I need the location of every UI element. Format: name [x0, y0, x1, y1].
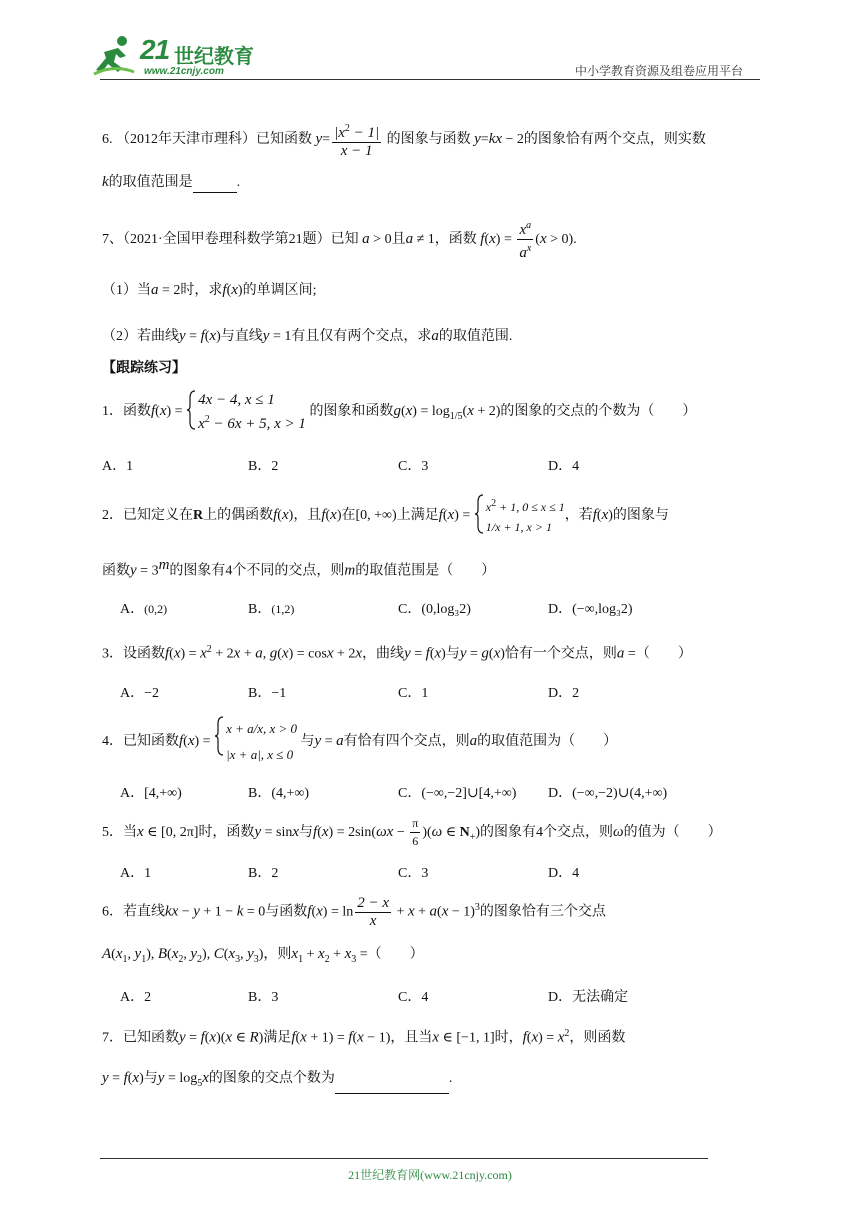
q7-fraction: $\frac{x^a}{a^x}$	[517, 217, 533, 262]
footer-divider	[100, 1158, 708, 1159]
t2-option-d: D．(−∞,log₃2)	[548, 602, 633, 617]
q6-func-y: y	[315, 131, 323, 147]
track-question-4: 4．已知函数f(x) = x + a/x, x > 0 |x + a|, x ≤ 0 与y = a有恰有四个交点，则a的取值范围为（ ）	[102, 712, 617, 770]
track-question-1: 1．函数f(x) = 4x − 4, x ≤ 1 $x^2 - 6x + 5$, x > 1 的图象和函数$g(x) = \log_{1/5}(x + 2)$的图象的交点的个数为（ ）	[102, 391, 697, 432]
question-6-line-2: k的取值范围是 .	[102, 172, 240, 193]
t5-option-b: B．2	[248, 866, 279, 881]
header-logo	[92, 32, 272, 80]
question-6-line-1: 6. （2012年天津市理科）已知函数 y= $\frac{|x^2 - 1|}{x - 1}$ 的图象与函数 y=kx − 2的图象恰有两个交点，则实数	[102, 112, 706, 166]
t1-option-b: B．2	[248, 459, 279, 474]
t5-option-c: C．3	[398, 866, 429, 881]
brace-icon	[186, 390, 196, 430]
t1-piecewise: 4x − 4, x ≤ 1 $x^2 - 6x + 5$, x > 1	[186, 390, 306, 434]
question-7-line-1: 7、（2021·全国甲卷理科数学第21题）已知 a > 0且a ≠ 1，函数 f(x) = $\frac{x^a}{a^x}$ (x > 0).	[102, 214, 577, 264]
t1-option-a: A．1	[102, 459, 134, 474]
track-question-6-line-2: $A(x_1$, $y_1$), $B(x_2$, $y_2$), $C(x_3$, $y_3$)，则$x_1 + x_2 + x_3$ =（ ）	[102, 946, 424, 965]
question-7-part-1: （1）当a = 2时，求f(x)的单调区间;	[102, 282, 317, 298]
t6-option-a: A．2	[120, 990, 152, 1005]
t2-option-a: A．(0,2)	[120, 602, 168, 617]
track-question-7: 7．已知函数y = f(x)(x ∈ R)满足f(x + 1) = f(x − 1)，且当x ∈ [−1, 1]时，$f(x) = x^2$，则函数	[102, 1028, 626, 1046]
t3-option-a: A．−2	[120, 686, 160, 701]
header-divider	[100, 79, 760, 80]
section-title: 【跟踪练习】	[102, 360, 186, 376]
t2-option-b: B．(1,2)	[248, 602, 295, 617]
t3-option-b: B．−1	[248, 686, 287, 701]
t3-option-d: D．2	[548, 686, 580, 701]
track-question-7-line-2: y = f(x)与$y = \log_5x$的图象的交点个数为 .	[102, 1068, 452, 1094]
t4-option-a: A．[4,+∞)	[120, 786, 182, 801]
t4-option-d: D．(−∞,−2)∪(4,+∞)	[548, 786, 668, 801]
track-question-3: 3．设函数$f(x) = x^2 + 2x + a$, g(x) = cosx + 2x，曲线y = f(x)与y = g(x)恰有一个交点，则a =（ ）	[102, 644, 692, 662]
t3-option-c: C．1	[398, 686, 429, 701]
footer-text: 21世纪教育网(www.21cnjy.com)	[348, 1168, 512, 1182]
runner-logo-icon	[92, 34, 136, 78]
brace-icon	[474, 494, 484, 534]
track-question-6: 6．若直线kx − y + 1 − k = 0与函数f(x) = ln $\frac{2 - x}{x}$ + $x + a(x - 1)^3$的图象恰有三个交点	[102, 894, 606, 929]
t1-option-c: C．3	[398, 459, 429, 474]
logo-url: www.21cnjy.com	[144, 66, 224, 77]
brace-icon	[214, 716, 224, 756]
logo-number: 21	[140, 34, 170, 65]
t4-option-b: B．(4,+∞)	[248, 786, 310, 801]
track-question-2-line-2: 函数$y = 3^m$的图象有4个不同的交点，则m的取值范围是（ ）	[102, 557, 496, 579]
logo-text: 世纪教育	[174, 44, 254, 68]
t4-option-c: C．(−∞,−2]∪[4,+∞)	[398, 786, 517, 801]
t5-option-a: A．1	[120, 866, 152, 881]
track-question-2: 2．已知定义在R上的偶函数f(x)，且f(x)在[0, +∞)上满足f(x) = $x^2 + 1$, 0 ≤ x ≤ 1 1/x + 1, x > 1 ，若f(x)的图象与	[102, 488, 669, 542]
t1-option-d: D．4	[548, 459, 580, 474]
question-7-part-2: （2）若曲线y = f(x)与直线y = 1有且仅有两个交点，求a的取值范围.	[102, 328, 513, 344]
t2-option-c: C．(0,log₃2)	[398, 602, 471, 617]
q6-fraction: $\frac{|x^2 - 1|}{x - 1}$	[332, 120, 381, 160]
answer-blank	[193, 176, 237, 193]
t6-option-c: C．4	[398, 990, 429, 1005]
track-question-5: 5．当x ∈ [0, 2π]时，函数y = sinx与f(x) = 2sin(ωx − $\frac{\pi}{6}$ )(ω ∈ $N_+$)的图象有4个交点，则ω的值为（ ）	[102, 816, 722, 849]
site-tagline: 中小学教育资源及组卷应用平台	[575, 64, 744, 78]
t4-piecewise: x + a/x, x > 0 |x + a|, x ≤ 0	[214, 716, 297, 768]
t5-option-d: D．4	[548, 866, 580, 881]
t6-option-d: D．无法确定	[548, 990, 629, 1005]
t2-piecewise: $x^2 + 1$, 0 ≤ x ≤ 1 1/x + 1, x > 1	[474, 494, 565, 537]
answer-blank	[335, 1077, 449, 1094]
t6-option-b: B．3	[248, 990, 279, 1005]
